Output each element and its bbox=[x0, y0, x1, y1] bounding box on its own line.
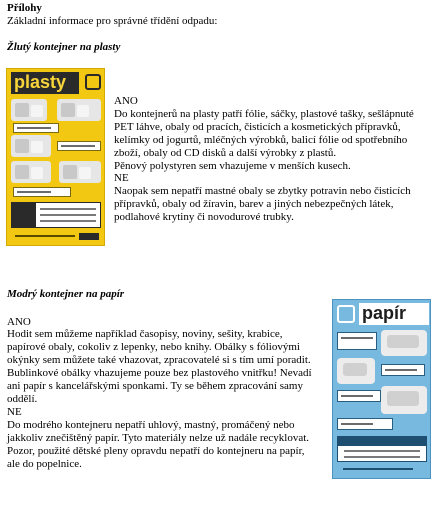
plasty-ano-line: PET láhve, obaly od pracích, čisticích a kosmetických přípravků, bbox=[114, 121, 401, 133]
plasty-ne-label: NE bbox=[114, 172, 129, 184]
papir-ano-line: okýnky sem můžete také vhazovat, zpracovatelé si s tím umí poradit. bbox=[7, 354, 311, 366]
poster-label bbox=[13, 187, 71, 197]
plasty-ano-line: Do kontejnerů na plasty patří fólie, sáčky, plastové tašky, sešlápnuté bbox=[114, 108, 414, 120]
plasty-ne-line: podlahové krytiny či novodurové trubky. bbox=[114, 211, 294, 223]
page-title: Přílohy bbox=[7, 2, 42, 14]
papir-ano-label: ANO bbox=[7, 316, 31, 328]
poster-image bbox=[337, 358, 375, 384]
plasty-ano-line: zboží, obaly od CD disků a další výrobky z plastů. bbox=[114, 147, 337, 159]
poster-row bbox=[11, 99, 101, 121]
papir-ne-line: ale do popelnice. bbox=[7, 458, 82, 470]
poster-label bbox=[337, 418, 393, 430]
papir-poster-image bbox=[332, 299, 431, 479]
plasty-poster-image bbox=[6, 68, 105, 246]
papir-heading: Modrý kontejner na papír bbox=[7, 288, 125, 300]
poster-row bbox=[11, 135, 101, 157]
plasty-ano-note: Pěnový polystyren sem vhazujeme v menších kusech. bbox=[114, 160, 351, 172]
poster-row bbox=[11, 161, 101, 183]
poster-image bbox=[381, 386, 427, 414]
papir-ano-line: papírové obaly, cokoliv z lepenky, nebo knihy. Obálky s fóliovými bbox=[7, 341, 300, 353]
plasty-heading: Žlutý kontejner na plasty bbox=[7, 41, 121, 53]
papir-ano-line: ani papír s kancelářskými sponkami. Ty se během zpracování samy bbox=[7, 380, 303, 392]
poster-label bbox=[13, 123, 59, 133]
poster-label bbox=[337, 390, 381, 402]
poster-label bbox=[381, 364, 425, 376]
plasty-ano-line: kelímky od jogurtů, mléčných výrobků, balicí fólie od spotřebního bbox=[114, 134, 408, 146]
poster-footer bbox=[11, 232, 101, 242]
plasty-ne-line: přípravků, obaly od žíravin, barev a jiných nebezpečných látek, bbox=[114, 198, 394, 210]
plasty-ano-label: ANO bbox=[114, 95, 138, 107]
papir-ne-label: NE bbox=[7, 406, 22, 418]
papir-ne-line: Pozor, použité dětské pleny opravdu nepatří do kontejneru na papír, bbox=[7, 445, 305, 457]
recycle-icon bbox=[85, 74, 101, 90]
recycle-icon bbox=[337, 305, 355, 323]
poster-label bbox=[337, 332, 377, 350]
papir-poster-title: papír bbox=[359, 303, 429, 325]
plasty-ne-line: Naopak sem nepatří mastné obaly se zbytky potravin nebo čisticích bbox=[114, 185, 411, 197]
poster-neg-strip bbox=[337, 436, 427, 462]
poster-neg-strip bbox=[11, 202, 101, 228]
papir-ano-line: Bublinkové obálky vhazujeme pouze bez plastového vnitřku! Nevadí bbox=[7, 367, 312, 379]
papir-ano-line: oddělí. bbox=[7, 393, 38, 405]
poster-footer bbox=[337, 465, 427, 475]
papir-ne-line: jakkoliv znečištěný papír. Tyto materiály nelze už nadále recyklovat. bbox=[7, 432, 310, 444]
papir-ano-line: Hodit sem můžeme například časopisy, noviny, sešity, krabice, bbox=[7, 328, 283, 340]
page-subtitle: Základní informace pro správné třídění odpadu: bbox=[7, 15, 218, 27]
poster-image bbox=[381, 330, 427, 356]
papir-ne-line: Do modrého kontejneru nepatří uhlový, mastný, promáčený nebo bbox=[7, 419, 295, 431]
plasty-poster-title: plasty bbox=[11, 72, 79, 94]
logo-icon bbox=[79, 233, 99, 240]
